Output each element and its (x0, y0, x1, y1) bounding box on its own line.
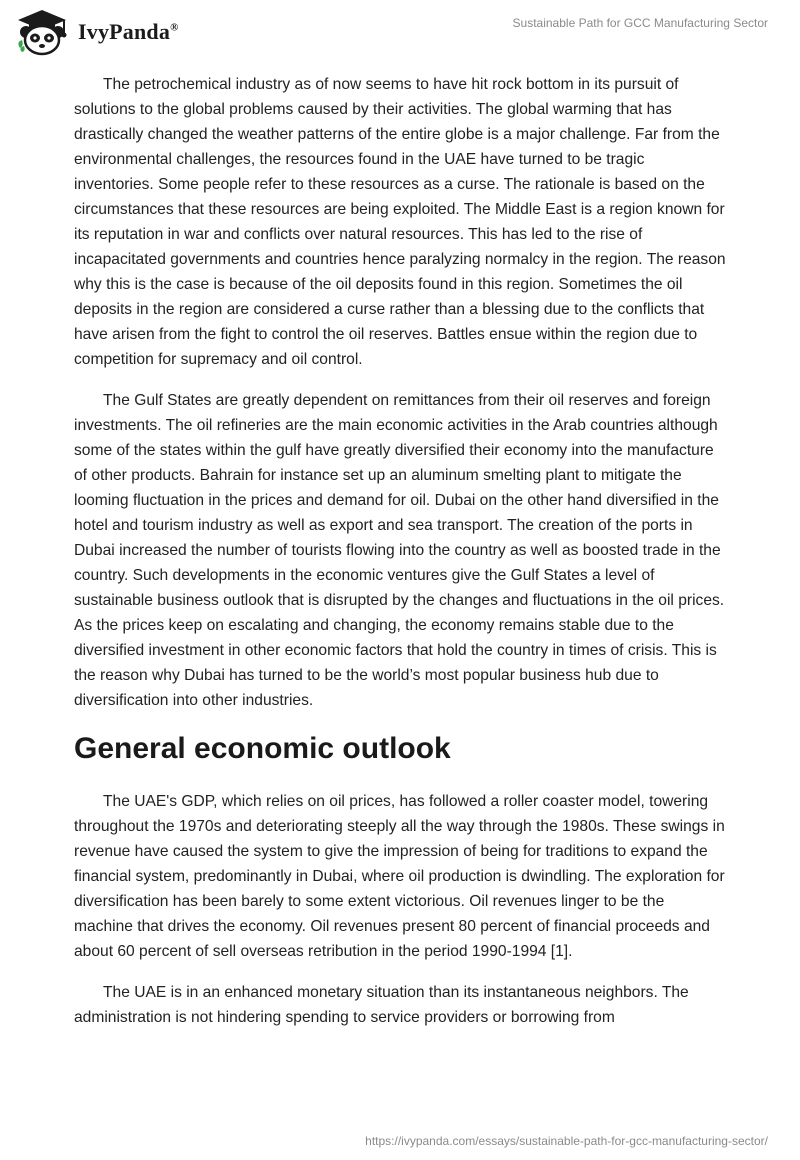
brand-text: IvyPanda (78, 19, 171, 44)
page-header (0, 0, 800, 64)
brand-name (78, 19, 179, 45)
paragraph-3: The UAE's GDP, which relies on oil prices, has followed a roller coaster model, towering throughout the 1970s and deteriorating steeply all the way through the 1980s. These swings in revenue have caused the system to give the impression of being for traditions to expand the financial system, predominantly in Dubai, where oil production is dwindling. The exploration for diversification has been barely to some extent victorious. Oil revenues linger to be the machine that drives the economy. Oil revenues present 80 percent of financial proceeds and about 60 percent of sell overseas retribution in the period 1990-1994 [1]. (74, 793, 725, 960)
panda-graduation-cap-icon (14, 8, 70, 56)
site-logo[interactable] (14, 8, 179, 56)
article-body (74, 72, 726, 1046)
paragraph-1: The petrochemical industry as of now seems to have hit rock bottom in its pursuit of solutions to the global problems caused by their activities. The global warming that has drastically changed the weather patterns of the entire globe is a major challenge. Far from the environmental challenges, the resources found in the UAE have turned to be tragic inventories. Some people refer to these resources as a curse. The rationale is based on the circumstances that these resources are being exploited. The Middle East is a region known for its reputation in war and conflicts over natural resources. This has led to the rise of incapacitated governments and countries hence paralyzing normalcy in the region. The reason why this is the case is because of the oil deposits found in this region. Sometimes the oil deposits in the region are considered a curse rather than a blessing due to the conflicts that have arisen from the fight to control the oil reserves. Battles ensue within the region due to competition for supremacy and oil control. (74, 76, 726, 368)
paragraph-4: The UAE is in an enhanced monetary situation than its instantaneous neighbors. The administration is not hindering spending to service providers or borrowing from (74, 984, 689, 1026)
document-title: Sustainable Path for GCC Manufacturing Sector (512, 16, 768, 30)
section-heading: General economic outlook (74, 732, 451, 765)
source-url[interactable]: https://ivypanda.com/essays/sustainable-path-for-gcc-manufacturing-sector/ (365, 1134, 768, 1148)
paragraph-2: The Gulf States are greatly dependent on remittances from their oil reserves and foreign investments. The oil refineries are the main economic activities in the Arab countries although some of the states within the gulf have greatly diversified their economy into the manufacture of other products. Bahrain for instance set up an aluminum smelting plant to mitigate the looming fluctuation in the prices and demand for oil. Dubai on the other hand diversified in the hotel and tourism industry as well as export and sea transport. The creation of the ports in Dubai increased the number of tourists flowing into the country as well as boosted trade in the country. Such developments in the economic ventures give the Gulf States a level of sustainable business outlook that is disrupted by the changes and fluctuations in the oil prices. As the prices keep on escalating and changing, the economy remains stable due to the diversified investment in other economic factors that hold the country in times of crisis. This is the reason why Dubai has turned to be the world’s most popular business hub due to diversification into other industries. (74, 392, 725, 709)
trademark-symbol: ® (170, 21, 179, 34)
